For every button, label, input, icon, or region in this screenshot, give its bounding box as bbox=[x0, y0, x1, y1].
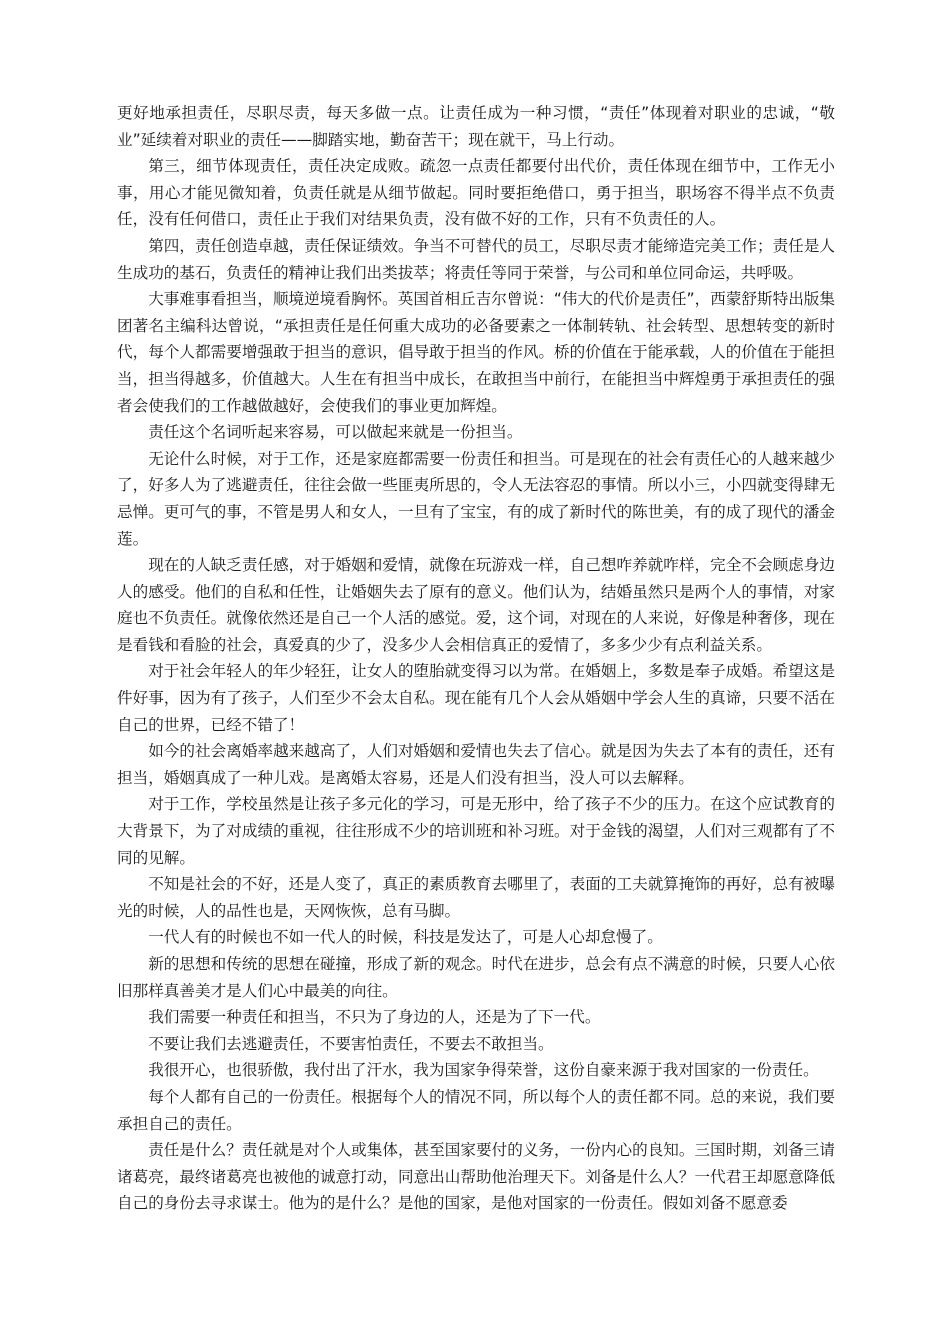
paragraph: 责任是什么？责任就是对个人或集体，甚至国家要付的义务，一份内心的良知。三国时期，刘备三请诸葛亮，最终诸葛亮也被他的诚意打动，同意出山帮助他治理天下。刘备是什么人？一代君王却愿意降低自己的身份去寻求谋士。他为的是什么？是他的国家，是他对国家的一份责任。假如刘备不愿意委 bbox=[117, 1141, 835, 1213]
paragraph: 新的思想和传统的思想在碰撞，形成了新的观念。时代在进步，总会有点不满意的时候，只要人心依旧那样真善美才是人们心中最美的向往。 bbox=[117, 955, 835, 1000]
paragraph: 每个人都有自己的一份责任。根据每个人的情况不同，所以每个人的责任都不同。总的来说，我们要承担自己的责任。 bbox=[117, 1087, 835, 1133]
paragraph: 无论什么时候，对于工作，还是家庭都需要一份责任和担当。可是现在的社会有责任心的人越来越少了，好多人为了逃避责任，往往会做一些匪夷所思的，令人无法容忍的事情。所以小三，小四就变得肆无忌惮。更可气的事，不管是男人和女人，一旦有了宝宝，有的成了新时代的陈世美，有的成了现代的潘金莲。 bbox=[117, 449, 835, 548]
paragraph: 对于工作，学校虽然是让孩子多元化的学习，可是无形中，给了孩子不少的压力。在这个应试教育的大背景下，为了对成绩的重视，往往形成不少的培训班和补习班。对于金钱的渴望，人们对三观都有了不同的见解。 bbox=[117, 795, 835, 867]
paragraph: 如今的社会离婚率越来越高了，人们对婚姻和爱情也失去了信心。就是因为失去了本有的责任，还有担当，婚姻真成了一种儿戏。是离婚太容易，还是人们没有担当，没人可以去解释。 bbox=[117, 742, 835, 787]
paragraph: 第三，细节体现责任，责任决定成败。疏忽一点责任都要付出代价，责任体现在细节中，工作无小事，用心才能见微知着，负责任就是从细节做起。同时要拒绝借口，勇于担当，职场容不得半点不负责任，没有任何借口，责任止于我们对结果负责，没有做不好的工作，只有不负责任的人。 bbox=[117, 157, 835, 229]
paragraph: 对于社会年轻人的年少轻狂，让女人的堕胎就变得习以为常。在婚姻上，多数是奉子成婚。希望这是件好事，因为有了孩子，人们至少不会太自私。现在能有几个人会从婚姻中学会人生的真谛，只要不活在自己的世界，已经不错了！ bbox=[117, 662, 835, 734]
paragraph: 我很开心，也很骄傲，我付出了汗水，我为国家争得荣誉，这份自豪来源于我对国家的一份责任。 bbox=[148, 1061, 819, 1080]
paragraph: 我们需要一种责任和担当，不只为了身边的人，还是为了下一代。 bbox=[148, 1008, 601, 1027]
paragraph: 不知是社会的不好，还是人变了，真正的素质教育去哪里了，表面的工夫就算掩饰的再好，总有被曝光的时候，人的品性也是，天网恢恢，总有马脚。 bbox=[117, 875, 835, 920]
paragraph: 现在的人缺乏责任感，对于婚姻和爱情，就像在玩游戏一样，自己想咋养就咋样，完全不会顾虑身边人的感受。他们的自私和任性，让婚姻失去了原有的意义。他们认为，结婚虽然只是两个人的事情，对家庭也不负责任。就像依然还是自己一个人活的感觉。爱，这个词，对现在的人来说，好像是种奢侈，现在是看钱和看脸的社会，真爱真的少了，没多少人会相信真正的爱情了，多多少少有点利益关系。 bbox=[117, 556, 835, 654]
paragraph: 大事难事看担当，顺境逆境看胸怀。英国首相丘吉尔曾说：“伟大的代价是责任”，西蒙舒斯特出版集团著名主编科达曾说，“承担责任是任何重大成功的必备要素之一体制转轨、社会转型、思想转变的新时代，每个人都需要增强敢于担当的意识，倡导敢于担当的作风。桥的价值在于能承载，人的价值在于能担当，担当得越多，价值越大。人生在有担当中成长，在敢担当中前行，在能担当中辉煌勇于承担责任的强者会使我们的工作越做越好，会使我们的事业更加辉煌。 bbox=[117, 290, 835, 415]
paragraph: 更好地承担责任，尽职尽责，每天多做一点。让责任成为一种习惯，“责任”体现着对职业的忠诚，“敬业”延续着对职业的责任——脚踏实地，勤奋苦干；现在就干，马上行动。 bbox=[117, 104, 835, 149]
paragraph: 第四，责任创造卓越，责任保证绩效。争当不可替代的员工，尽职尽责才能缔造完美工作；责任是人生成功的基石，负责任的精神让我们出类拔萃；将责任等同于荣誉，与公司和单位同命运，共呼吸。 bbox=[117, 236, 835, 282]
document-body bbox=[117, 100, 835, 1217]
paragraph: 不要让我们去逃避责任，不要害怕责任，不要去不敢担当。 bbox=[148, 1034, 554, 1053]
paragraph: 责任这个名词听起来容易，可以做起来就是一份担当。 bbox=[148, 423, 523, 442]
paragraph: 一代人有的时候也不如一代人的时候，科技是发达了，可是人心却怠慢了。 bbox=[148, 928, 663, 947]
